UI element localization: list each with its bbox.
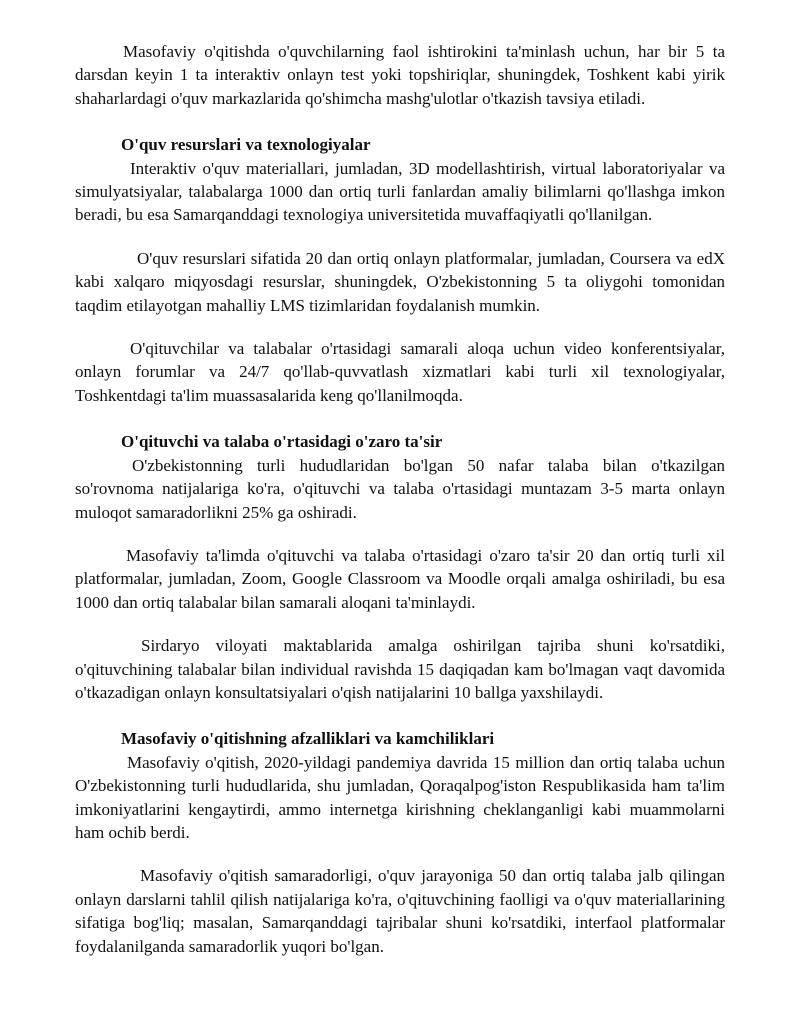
- paragraph-5: O'zbekistonning turli hududlaridan bo'lgan 50 nafar talaba bilan o'tkazilgan so'rovnoma natijalariga ko'ra, o'qituvchi va talaba o'rtasidagi muntazam 3-5 marta onlayn muloqot samaradorlikni 25% ga oshiradi.: [75, 455, 725, 522]
- paragraph-7: Sirdaryo viloyati maktablarida amalga oshirilgan tajriba shuni ko'rsatdiki, o'qituvchining talabalar bilan individual ravishda 15 daqiqadan kam bo'lmagan vaqt davomida o'tkazadigan onlayn konsultatsiyalari o'qish natijalarini 10 ballga yaxshilaydi.: [75, 636, 725, 702]
- section-heading-interaction: O'qituvchi va talaba o'rtasidagi o'zaro ta'sir: [121, 432, 443, 452]
- paragraph-3: O'quv resurslari sifatida 20 dan ortiq onlayn platformalar, jumladan, Coursera va edX kabi xalqaro miqyosdagi resurslar, shuningdek, O'zbekistonning 5 ta oliygohi tomonidan taqdim etilayotgan mahalliy LMS tizimlaridan foydalanish mumkin.: [75, 248, 725, 315]
- document-page: [75, 40, 725, 958]
- paragraph-6: Masofaviy ta'limda o'qituvchi va talaba o'rtasidagi o'zaro ta'sir 20 dan ortiq turli xil platformalar, jumladan, Zoom, Google Classroom va Moodle orqali amalga oshiriladi, bu esa 1000 dan ortiq talabalar bilan samarali aloqani ta'minlaydi.: [75, 545, 725, 612]
- paragraph-8: Masofaviy o'qitish, 2020-yildagi pandemiya davrida 15 million dan ortiq talaba uchun O'zbekistonning turli hududlarida, shu jumladan, Qoraqalpog'iston Respublikasida ham ta'lim imkoniyatlarini kengaytirdi, ammo internetga kirishning cheklanganligi kabi muammolarni ham ochib berdi.: [75, 752, 725, 842]
- paragraph-1: Masofaviy o'qitishda o'quvchilarning faol ishtirokini ta'minlash uchun, har bir 5 ta darsdan keyin 1 ta interaktiv onlayn test yoki topshiriqlar, shuningdek, Toshkent kabi yirik shaharlardagi o'quv markazlarida qo'shimcha mashg'ulotlar o'tkazish tavsiya etiladi.: [75, 42, 725, 108]
- paragraph-9: Masofaviy o'qitish samaradorligi, o'quv jarayoniga 50 dan ortiq talaba jalb qilingan onlayn darslarni tahlil qilish natijalariga ko'ra, o'qituvchining faolligi va o'quv materiallarining sifatiga bog'liq; masalan, Samarqanddagi tajribalar shuni ko'rsatdiki, interfaol platformalar foydalanilganda samaradorlik yuqori bo'lgan.: [75, 866, 725, 956]
- section-heading-resources: O'quv resurslari va texnologiyalar: [121, 135, 371, 155]
- paragraph-2: Interaktiv o'quv materiallari, jumladan, 3D modellashtirish, virtual laboratoriyalar va simulyatsiyalar, talabalarga 1000 dan ortiq turli fanlardan amaliy bilimlarni qo'llashga imkon beradi, bu esa Samarqanddagi texnologiya universitetida muvaffaqiyatli qo'llanilgan.: [75, 158, 725, 225]
- section-heading-pros-cons: Masofaviy o'qitishning afzalliklari va kamchiliklari: [121, 729, 495, 749]
- paragraph-4: O'qituvchilar va talabalar o'rtasidagi samarali aloqa uchun video konferentsiyalar, onlayn forumlar va 24/7 qo'llab-quvvatlash xizmatlari kabi turli xil texnologiyalar, Toshkentdagi ta'lim muassasalarida keng qo'llanilmoqda.: [75, 339, 725, 405]
